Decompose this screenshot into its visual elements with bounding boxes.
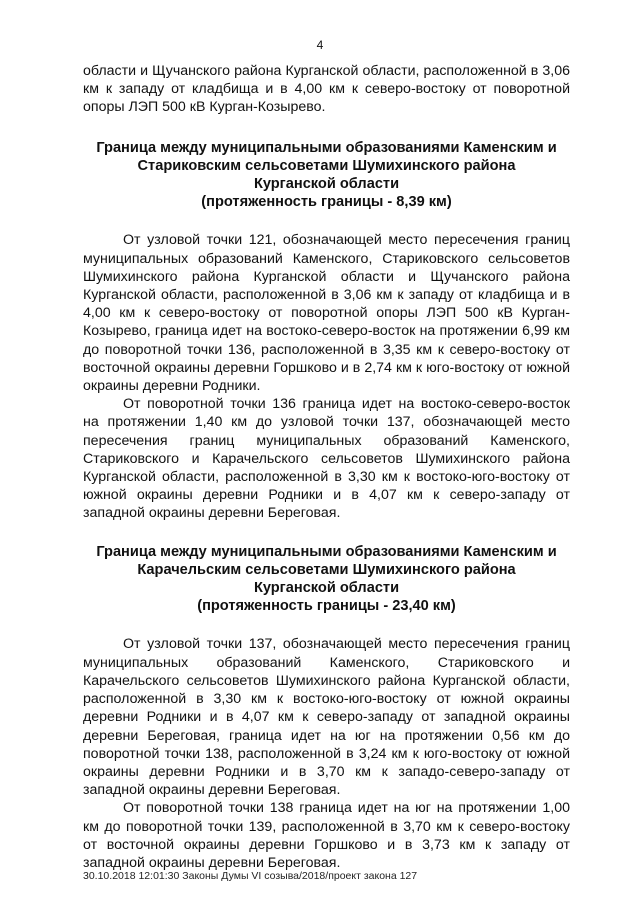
- section-heading-kamensky-starikovsky: [83, 139, 570, 212]
- heading-length-line: (протяженность границы - 23,40 км): [197, 598, 456, 615]
- heading-line: Граница между муниципальными образованиями Каменским и: [96, 139, 557, 156]
- heading-line: Стариковским сельсоветами Шумихинского района: [137, 157, 516, 174]
- section1-paragraph: От поворотной точки 136 граница идет на востоко-северо-восток на протяжении 1,40 км до узловой точки 137, обозначающей место пересечения границ муниципальных образований Каменского, Стариковского и Карачельского сельсоветов Шумихинского района Курганской области, расположенной в 3,30 км к востоко-юго-востоку от южной окраины деревни Родники и в 4,07 км к северо-западу от западной окраины деревни Береговая.: [83, 396, 570, 522]
- section1-paragraph: От узловой точки 121, обозначающей место пересечения границ муниципальных образований Каменского, Стариковского сельсоветов Шумихинского района Курганской области и Щучанского района Курганской области, расположенной в 3,06 км к западу от кладбища и в 4,00 км к северо-востоку от поворотной опоры ЛЭП 500 кВ Курган-Козырево, граница идет на востоко-северо-восток на протяжении 6,99 км до поворотной точки 136, расположенной в 3,35 км к северо-востоку от восточной окраины деревни Горшково и в 2,74 км к юго-востоку от южной окраины деревни Родники.: [83, 232, 570, 395]
- heading-line: Карачельским сельсоветами Шумихинского района: [137, 561, 516, 578]
- heading-line: Курганской области: [253, 580, 400, 597]
- heading-line: Курганской области: [253, 176, 400, 193]
- section-heading-kamensky-karachelsky: [83, 543, 570, 616]
- section2-paragraph: От поворотной точки 138 граница идет на юг на протяжении 1,00 км до поворотной точки 139, расположенной в 3,70 км к северо-востоку от восточной окраины деревни Горшково и в 3,73 км к западу от западной окраины деревни Береговая.: [83, 800, 570, 871]
- page-number: 4: [316, 38, 324, 52]
- document-footer: 30.10.2018 12:01:30 Законы Думы VI созыва/2018/проект закона 127: [83, 870, 418, 882]
- intro-paragraph: области и Щучанского района Курганской области, расположенной в 3,06 км к западу от кладбища и в 4,00 км к северо-востоку от поворотной опоры ЛЭП 500 кВ Курган-Козырево.: [83, 63, 570, 116]
- section2-paragraph: От узловой точки 137, обозначающей место пересечения границ муниципальных образований Каменского, Стариковского и Карачельского сельсоветов Шумихинского района Курганской области, расположенной в 3,30 км к востоко-юго-востоку от южной окраины деревни Родники и в 4,07 км к северо-западу от западной окраины деревни Береговая, граница идет на юг на протяжении 0,56 км до поворотной точки 138, расположенной в 3,24 км к юго-востоку от южной окраины деревни Родники и в 3,70 км к западо-северо-западу от западной окраины деревни Береговая.: [83, 636, 570, 799]
- heading-length-line: (протяженность границы - 8,39 км): [201, 194, 452, 211]
- document-body: [83, 62, 570, 872]
- heading-line: Граница между муниципальными образованиями Каменским и: [96, 543, 557, 560]
